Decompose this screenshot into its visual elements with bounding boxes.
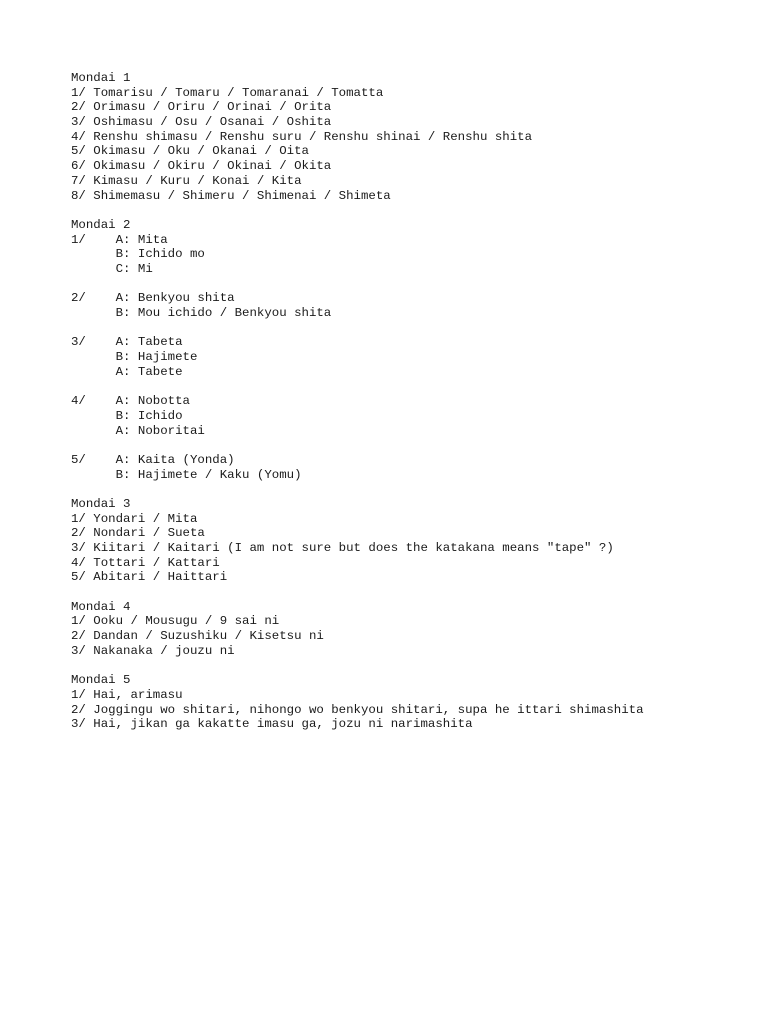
spacer <box>71 482 751 497</box>
section-title: Mondai 1 <box>71 71 131 85</box>
section-title: Mondai 4 <box>71 599 131 614</box>
answer-line: 4/ A: Nobotta <box>71 394 190 409</box>
answer-line: B: Hajimete / Kaku (Yomu) <box>71 467 302 482</box>
answer-line: B: Mou ichido / Benkyou shita <box>71 306 332 320</box>
answer-line: 2/ Joggingu wo shitari, nihongo wo benkyou shitari, supa he ittari shimashita <box>71 702 644 717</box>
answer-line: 2/ A: Benkyou shita <box>71 291 235 306</box>
section-mondai-5 <box>71 673 751 732</box>
blank-line <box>71 321 751 336</box>
answer-line: 6/ Okimasu / Okiru / Okinai / Okita <box>71 159 332 174</box>
answer-line: 8/ Shimemasu / Shimeru / Shimenai / Shimeta <box>71 188 391 203</box>
document-page <box>71 71 751 732</box>
answer-line: 1/ A: Mita <box>71 232 168 247</box>
answer-line: B: Hajimete <box>71 350 198 365</box>
answer-line: 5/ Okimasu / Oku / Okanai / Oita <box>71 144 309 159</box>
blank-line <box>71 438 751 453</box>
answer-line: 3/ Hai, jikan ga kakatte imasu ga, jozu ni narimashita <box>71 717 473 732</box>
section-mondai-1 <box>71 71 751 203</box>
section-title: Mondai 3 <box>71 496 131 511</box>
answer-line: 2/ Dandan / Suzushiku / Kisetsu ni <box>71 629 324 644</box>
answer-line: 4/ Renshu shimasu / Renshu suru / Renshu shinai / Renshu shita <box>71 129 533 144</box>
section-title: Mondai 5 <box>71 673 131 688</box>
spacer <box>71 659 751 674</box>
answer-line: 3/ A: Tabeta <box>71 335 183 350</box>
answer-line: 2/ Nondari / Sueta <box>71 526 205 541</box>
blank-line <box>71 277 751 292</box>
section-mondai-2 <box>71 218 751 482</box>
answer-line: 2/ Orimasu / Oriru / Orinai / Orita <box>71 100 332 115</box>
answer-line: 1/ Ooku / Mousugu / 9 sai ni <box>71 614 280 629</box>
answer-line: 3/ Kiitari / Kaitari (I am not sure but does the katakana means "tape" ?) <box>71 541 614 555</box>
blank-line <box>71 379 751 394</box>
answer-line: 3/ Nakanaka / jouzu ni <box>71 643 235 658</box>
answer-line: C: Mi <box>71 261 153 276</box>
spacer <box>71 585 751 600</box>
answer-line: 7/ Kimasu / Kuru / Konai / Kita <box>71 173 302 188</box>
answer-line: 1/ Tomarisu / Tomaru / Tomaranai / Tomatta <box>71 85 384 100</box>
answer-line: 4/ Tottari / Kattari <box>71 555 220 570</box>
answer-line: 1/ Yondari / Mita <box>71 511 198 526</box>
answer-line: 1/ Hai, arimasu <box>71 687 183 702</box>
answer-line: B: Ichido <box>71 408 183 423</box>
answer-line: B: Ichido mo <box>71 247 205 262</box>
spacer <box>71 203 751 218</box>
answer-line: 5/ A: Kaita (Yonda) <box>71 452 235 467</box>
section-mondai-3 <box>71 497 751 585</box>
section-title: Mondai 2 <box>71 217 131 232</box>
answer-line: A: Noboritai <box>71 423 205 438</box>
section-mondai-4 <box>71 600 751 659</box>
answer-line: 5/ Abitari / Haittari <box>71 570 228 585</box>
answer-line: A: Tabete <box>71 364 183 379</box>
answer-line: 3/ Oshimasu / Osu / Osanai / Oshita <box>71 115 332 130</box>
